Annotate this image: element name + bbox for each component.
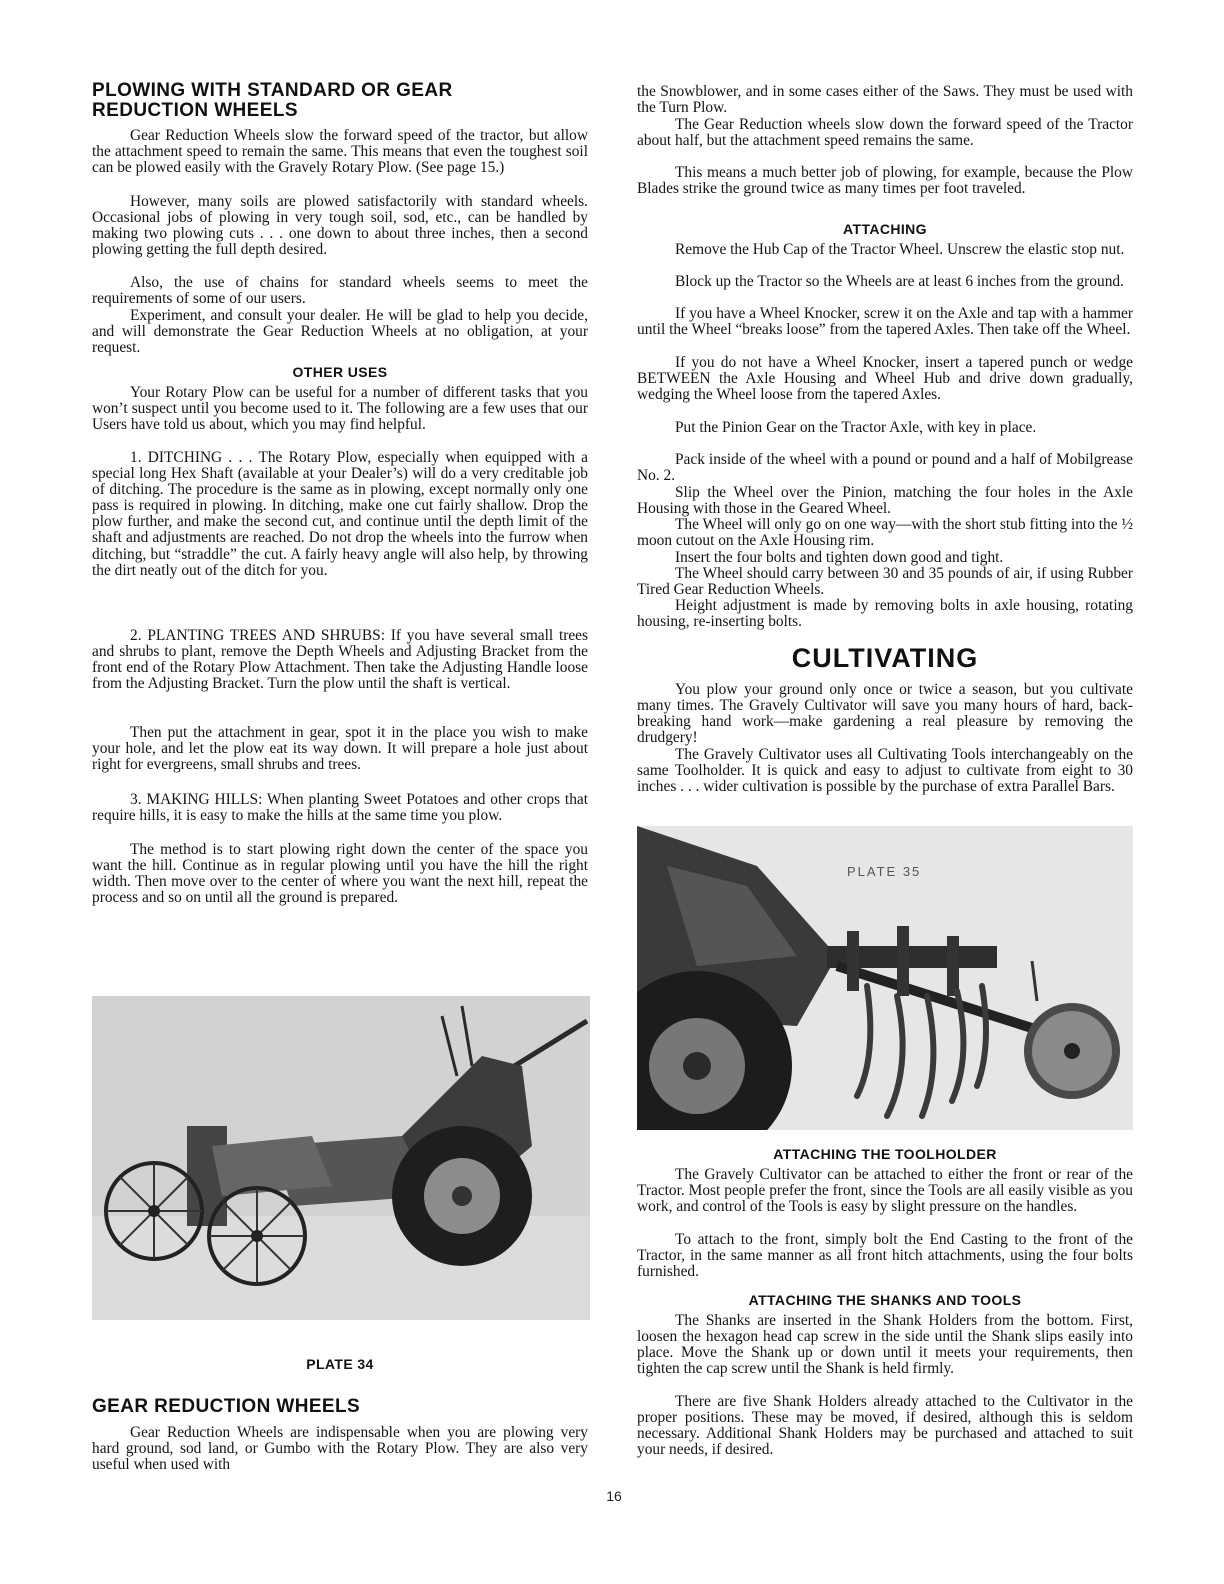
paragraph: Insert the four bolts and tighten down good and tight. xyxy=(675,549,1004,566)
paragraph: Slip the Wheel over the Pinion, matching the four holes in the Axle Housing with those in the Geared Wheel. xyxy=(637,484,1133,518)
paragraph: the Snowblower, and in some cases either of the Saws. They must be used with the Turn Plow. xyxy=(637,83,1133,117)
paragraph: The Gear Reduction wheels slow down the forward speed of the Tractor about half, but the attachment speed remains the same. xyxy=(637,116,1133,150)
paragraph: However, many soils are plowed satisfactorily with standard wheels. Occasional jobs of plowing in very tough soil, sod, etc., can be handled by making two plowing cuts . . . one down to about three inches, then a second plowing getting the full depth desired. xyxy=(92,193,588,259)
paragraph: If you have a Wheel Knocker, screw it on the Axle and tap with a hammer until the Wheel “breaks loose” from the tapered Axles. Then take off the Wheel. xyxy=(637,305,1133,339)
paragraph: 1. DITCHING . . . The Rotary Plow, especially when equipped with a special long Hex Shaft (available at your Dealer’s) will do a very creditable job of ditching. The procedure is the same as in plowing, except normally only one pass is required in plowing. In ditching, make one cut fairly shallow. Drop the plow further, and make the second cut, and continue until the depth limit of the shaft and adjustments are reached. Do not drop the wheels into the furrow when ditching, but “straddle” the cut. A fairly heavy angle will also help, by throwing the dirt neatly out of the ditch for you. xyxy=(92,449,588,579)
paragraph: Pack inside of the wheel with a pound or pound and a half of Mobilgrease No. 2. xyxy=(637,451,1133,485)
paragraph: Height adjustment is made by removing bolts in axle housing, rotating housing, re-inserting bolts. xyxy=(637,597,1133,631)
paragraph: Block up the Tractor so the Wheels are at least 6 inches from the ground. xyxy=(675,273,1124,290)
paragraph: Your Rotary Plow can be useful for a number of different tasks that you won’t suspect until you become used to it. The following are a few uses that our Users have told us about, which you may find helpful. xyxy=(92,384,588,434)
paragraph: This means a much better job of plowing, for example, because the Plow Blades strike the ground twice as many times per foot traveled. xyxy=(637,164,1133,198)
paragraph: There are five Shank Holders already attached to the Cultivator in the proper positions. These may be moved, if desired, although this is seldom necessary. Additional Shank Holders may be purchased and attached to suit your needs, if desired. xyxy=(637,1393,1133,1459)
heading-plowing-wheels: PLOWING WITH STANDARD OR GEAR REDUCTION WHEELS xyxy=(92,80,453,121)
paragraph: To attach to the front, simply bolt the End Casting to the front of the Tractor, in the same manner as all front hitch attachments, using the four bolts furnished. xyxy=(637,1231,1133,1281)
paragraph: Experiment, and consult your dealer. He will be glad to help you decide, and will demonstrate the Gear Reduction Wheels at no obligation, at your request. xyxy=(92,307,588,357)
paragraph: Gear Reduction Wheels are indispensable when you are plowing very hard ground, sod land, or Gumbo with the Rotary Plow. They are also very useful when used with xyxy=(92,1424,588,1474)
heading-gear-reduction: GEAR REDUCTION WHEELS xyxy=(92,1396,361,1417)
plate-34-caption: PLATE 34 xyxy=(306,1356,374,1372)
plate-34-photo xyxy=(92,996,590,1320)
heading-attaching-shanks: ATTACHING THE SHANKS AND TOOLS xyxy=(748,1292,1022,1308)
page-number: 16 xyxy=(606,1488,622,1504)
paragraph: The Gravely Cultivator can be attached to either the front or rear of the Tractor. Most people prefer the front, since the Tools are all easily visible as you work, and control of the Tools is easy by slight pressure on the handles. xyxy=(637,1166,1133,1216)
paragraph: 3. MAKING HILLS: When planting Sweet Potatoes and other crops that require hills, it is easy to make the hills at the same time you plow. xyxy=(92,791,588,825)
plate-35-photo xyxy=(637,826,1133,1130)
paragraph: The Gravely Cultivator uses all Cultivating Tools interchangeably on the same Toolholder. It is quick and easy to adjust to cultivate from eight to 30 inches . . . wider cultivation is possible by the purchase of extra Parallel Bars. xyxy=(637,746,1133,796)
plate-35-label: PLATE 35 xyxy=(847,864,922,879)
paragraph: You plow your ground only once or twice a season, but you cultivate many times. The Gravely Cultivator will save you many hours of hard, back-breaking hand work—make gardening a real pleasure by removing the drudgery! xyxy=(637,681,1133,747)
paragraph: Also, the use of chains for standard wheels seems to meet the requirements of some of our users. xyxy=(92,274,588,308)
paragraph: The Wheel will only go on one way—with the short stub fitting into the ½ moon cutout on the Axle Housing rim. xyxy=(637,516,1133,550)
paragraph: The Shanks are inserted in the Shank Holders from the bottom. First, loosen the hexagon head cap screw in the side until the Shank slips easily into place. Move the Shank up or down until it meets your requirements, then tighten the cap screw until the Shank is held firmly. xyxy=(637,1312,1133,1378)
paragraph: Put the Pinion Gear on the Tractor Axle, with key in place. xyxy=(675,419,1037,436)
paragraph: If you do not have a Wheel Knocker, insert a tapered punch or wedge BETWEEN the Axle Housing and Wheel Hub and drive down gradually, wedging the Wheel loose from the tapered Axles. xyxy=(637,354,1133,404)
paragraph: Then put the attachment in gear, spot it in the place you wish to make your hole, and let the plow eat its way down. It will prepare a hole just about right for evergreens, small shrubs and trees. xyxy=(92,724,588,774)
paragraph: The method is to start plowing right down the center of the space you want the hill. Continue as in regular plowing until you have the hill the right width. Then move over to the center of where you want the next hill, repeat the process and so on until all the ground is prepared. xyxy=(92,841,588,907)
paragraph: 2. PLANTING TREES AND SHRUBS: If you have several small trees and shrubs to plant, remove the Depth Wheels and Adjusting Bracket from the front end of the Rotary Plow Attachment. Then take the Adjusting Handle loose from the Adjusting Bracket. Turn the plow until the shaft is vertical. xyxy=(92,627,588,693)
paragraph: Gear Reduction Wheels slow the forward speed of the tractor, but allow the attachment speed to remain the same. This means that even the toughest soil can be plowed easily with the Gravely Rotary Plow. (See page 15.) xyxy=(92,127,588,177)
heading-other-uses: OTHER USES xyxy=(292,364,388,380)
paragraph: Remove the Hub Cap of the Tractor Wheel. Unscrew the elastic stop nut. xyxy=(675,241,1125,258)
heading-attaching: ATTACHING xyxy=(843,221,927,237)
heading-cultivating: CULTIVATING xyxy=(791,643,979,673)
heading-attaching-toolholder: ATTACHING THE TOOLHOLDER xyxy=(773,1146,997,1162)
paragraph: The Wheel should carry between 30 and 35 pounds of air, if using Rubber Tired Gear Reduction Wheels. xyxy=(637,565,1133,599)
